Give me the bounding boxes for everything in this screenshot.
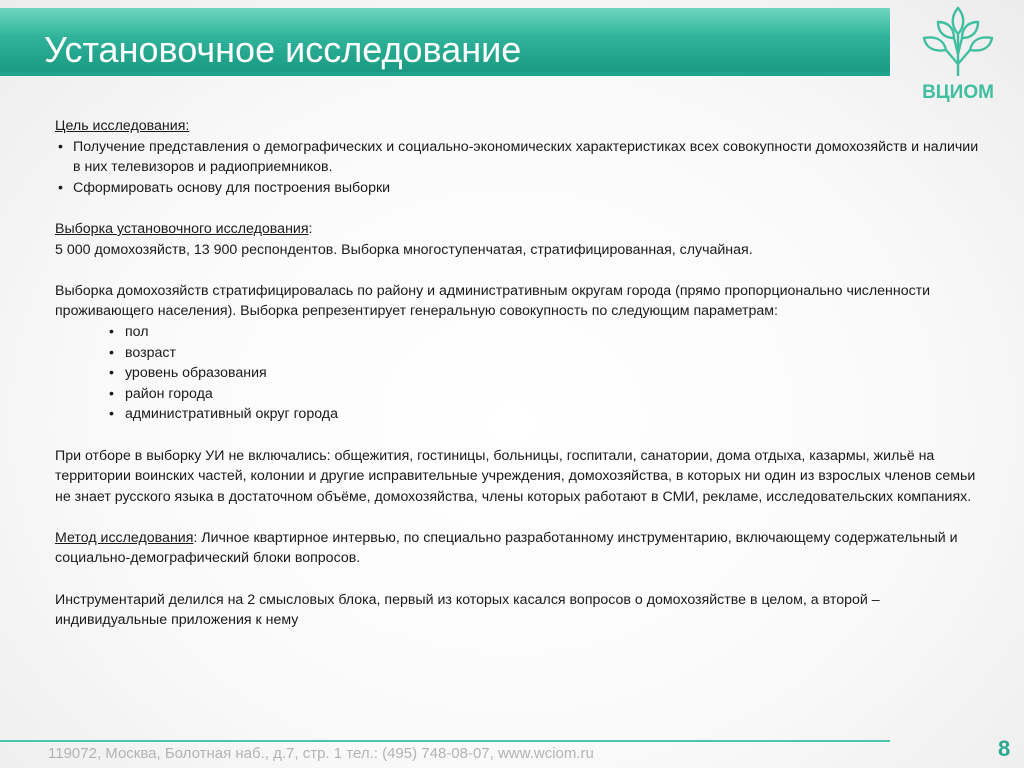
param-item: • пол [55, 322, 985, 343]
page-number: 8 [998, 736, 1011, 761]
title-bar [0, 8, 890, 72]
param-item: • возраст [55, 343, 985, 364]
param-item: • административный округ города [55, 404, 985, 425]
tree-logo-icon [908, 4, 1008, 104]
tools-text: Инструментарий делился на 2 смысловых блока, первый из которых касался вопросов о домохозяйстве в целом, а второй – индивидуальные приложения к нему [55, 591, 880, 629]
sample-heading-line [55, 219, 985, 240]
footer-address: 119072, Москва, Болотная наб., д.7, стр. 1 тел.: (495) 748-08-07, www.wciom.ru [48, 745, 594, 762]
goal-list [55, 137, 985, 199]
param-item: • район города [55, 384, 985, 405]
slide-body [55, 116, 985, 631]
slide-title: Установочное исследование [44, 29, 522, 70]
sample-heading-colon: : [308, 220, 313, 237]
exclusion-text: При отборе в выборку УИ не включались: общежития, гостиницы, больницы, госпитали, санатории, дома отдыха, казармы, жильё на территории воинских частей, колонии и другие исправительные учреждения, домохозяйства, в которых ни один из взрослых членов семьи не знает русского языка в достаточном объёме, домохозяйства, члены которых работают в СМИ, рекламе, исследовательских компаниях. [55, 447, 976, 505]
svg-text:ВЦИОМ: ВЦИОМ [922, 82, 994, 103]
title-underline [0, 72, 890, 76]
method-text: : Личное квартирное интервью, по специально разработанному инструментарию, включающему содержательный и социально-демографический блоки вопросов. [55, 529, 958, 567]
stratification-text: Выборка домохозяйств стратифицировалась по району и административным округам города (прямо пропорционально численности проживающего населения). Выборка репрезентирует генеральную совокупность по следующим параметрам: [55, 282, 931, 320]
goal-item: • Получение представления о демографических и социально-экономических характеристиках всех совокупности домохозяйств и наличии в них телевизоров и радиоприемников. [55, 137, 985, 178]
goal-heading: Цель исследования: [55, 118, 190, 134]
method-line [55, 528, 985, 569]
params-list [55, 322, 985, 425]
param-item: • уровень образования [55, 363, 985, 384]
sample-heading: Выборка установочного исследования [55, 220, 309, 237]
wciom-logo [908, 4, 1008, 104]
method-heading: Метод исследования [55, 529, 194, 546]
footer-divider [0, 740, 890, 742]
sample-text: 5 000 домохозяйств, 13 900 респондентов. Выборка многоступенчатая, стратифицированная, случайная. [55, 241, 753, 258]
goal-item: • Сформировать основу для построения выборки [55, 178, 985, 199]
